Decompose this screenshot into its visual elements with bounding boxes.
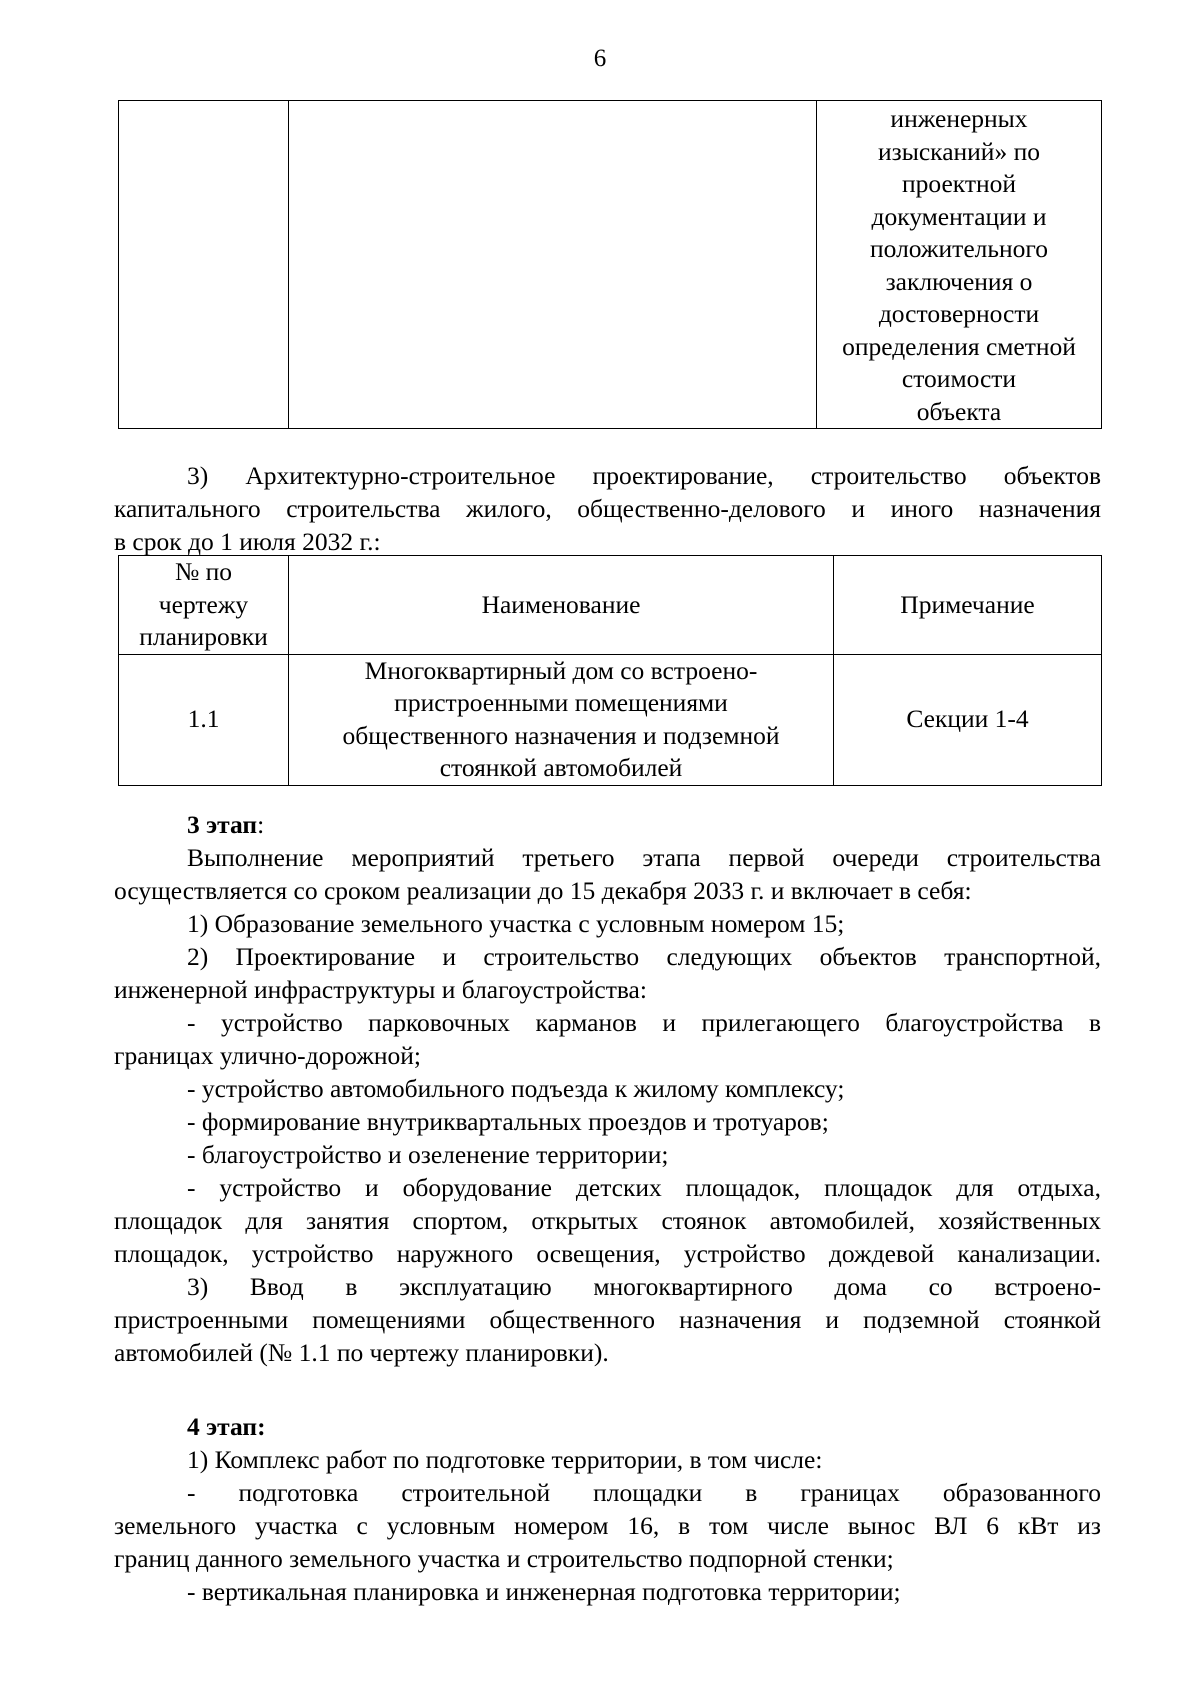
paragraph-line: - вертикальная планировка и инженерная подготовка территории; [187,1577,901,1606]
cell-note: Секции 1-4 [834,654,1102,785]
note-line: положительного [870,234,1048,263]
paragraph-line: площадок для занятия спортом, открытых стоянок автомобилей, хозяйственных [114,1206,1101,1235]
note-line: достоверности [878,299,1040,328]
table-row [119,654,1102,785]
table-row [119,101,1102,429]
paragraph-line: - формирование внутриквартальных проездов и тротуаров; [187,1107,829,1136]
paragraph-line: - благоустройство и озеленение территории; [187,1140,669,1169]
paragraph-line: площадок, устройство наружного освещения, устройство дождевой канализации. [114,1239,1101,1268]
cell-number [119,101,289,429]
continued-table [118,100,1102,429]
paragraph-line: границах улично-дорожной; [114,1041,421,1070]
paragraph-line: Выполнение мероприятий третьего этапа первой очереди строительства [187,843,1101,872]
paragraph-line: - подготовка строительной площадки в границах образованного [187,1478,1101,1507]
name-line: Многоквартирный дом со встроено- [364,655,758,685]
paragraph-line: 3) Ввод в эксплуатацию многоквартирного дома со встроено- [187,1272,1101,1301]
cell-number: 1.1 [119,654,289,785]
stage4-heading [114,1410,1101,1443]
note-line: определения сметной [842,331,1076,361]
header-line: планировки [139,622,268,651]
note-line: документации и [871,201,1047,231]
table-header-row [119,556,1102,655]
stage3-heading-colon: : [257,810,265,839]
paragraph-line: 3) Архитектурно-строительное проектирование, строительство объектов [187,461,1101,490]
header-name: Наименование [289,556,834,655]
note-line: заключения о [885,266,1033,296]
note-line: стоимости [901,364,1017,393]
paragraph-line: 1) Комплекс работ по подготовке территории, в том числе: [187,1445,823,1474]
paragraph-line: - устройство и оборудование детских площадок, площадок для отдыха, [187,1173,1101,1202]
stage3-heading-text: 3 этап [187,810,258,839]
cell-name [289,654,834,785]
cell-note [817,101,1102,429]
stage4-heading-text: 4 этап: [187,1412,266,1441]
header-line: № по [174,557,233,586]
page-number: 6 [593,45,607,72]
paragraph-line: границ данного земельного участка и строительство подпорной стенки; [114,1544,894,1573]
header-note: Примечание [834,556,1102,655]
paragraph-line: 1) Образование земельного участка с условным номером 15; [187,909,845,938]
paragraph-line: капитального строительства жилого, общественно-делового и иного назначения [114,494,1101,523]
header-number [119,556,289,655]
cell-name [289,101,817,429]
paragraph-line: - устройство автомобильного подъезда к жилому комплексу; [187,1074,845,1103]
name-line: общественного назначения и подземной [342,720,780,750]
paragraph-line: в срок до 1 июля 2032 г.: [114,527,381,556]
paragraph-line: инженерной инфраструктуры и благоустройства: [114,975,647,1004]
note-line: изысканий» по [878,136,1040,166]
paragraph-line: - устройство парковочных карманов и прилегающего благоустройства в [187,1008,1101,1037]
stage3-heading [114,808,1101,841]
note-line: инженерных [890,104,1028,133]
paragraph-line: осуществляется со сроком реализации до 15 декабря 2033 г. и включает в себя: [114,876,972,905]
note-line: проектной [901,169,1016,198]
note-line: объекта [916,396,1002,426]
name-line: пристроенными помещениями [394,688,728,717]
paragraph-line: земельного участка с условным номером 16, в том числе вынос ВЛ 6 кВт из [114,1511,1101,1540]
header-line: чертежу [158,589,249,619]
paragraph-line: 2) Проектирование и строительство следующих объектов транспортной, [187,942,1101,971]
name-line: стоянкой автомобилей [439,753,683,782]
paragraph-line: автомобилей (№ 1.1 по чертежу планировки). [114,1338,609,1367]
paragraph-line: пристроенными помещениями общественного назначения и подземной стоянкой [114,1305,1101,1334]
objects-table [118,555,1102,786]
